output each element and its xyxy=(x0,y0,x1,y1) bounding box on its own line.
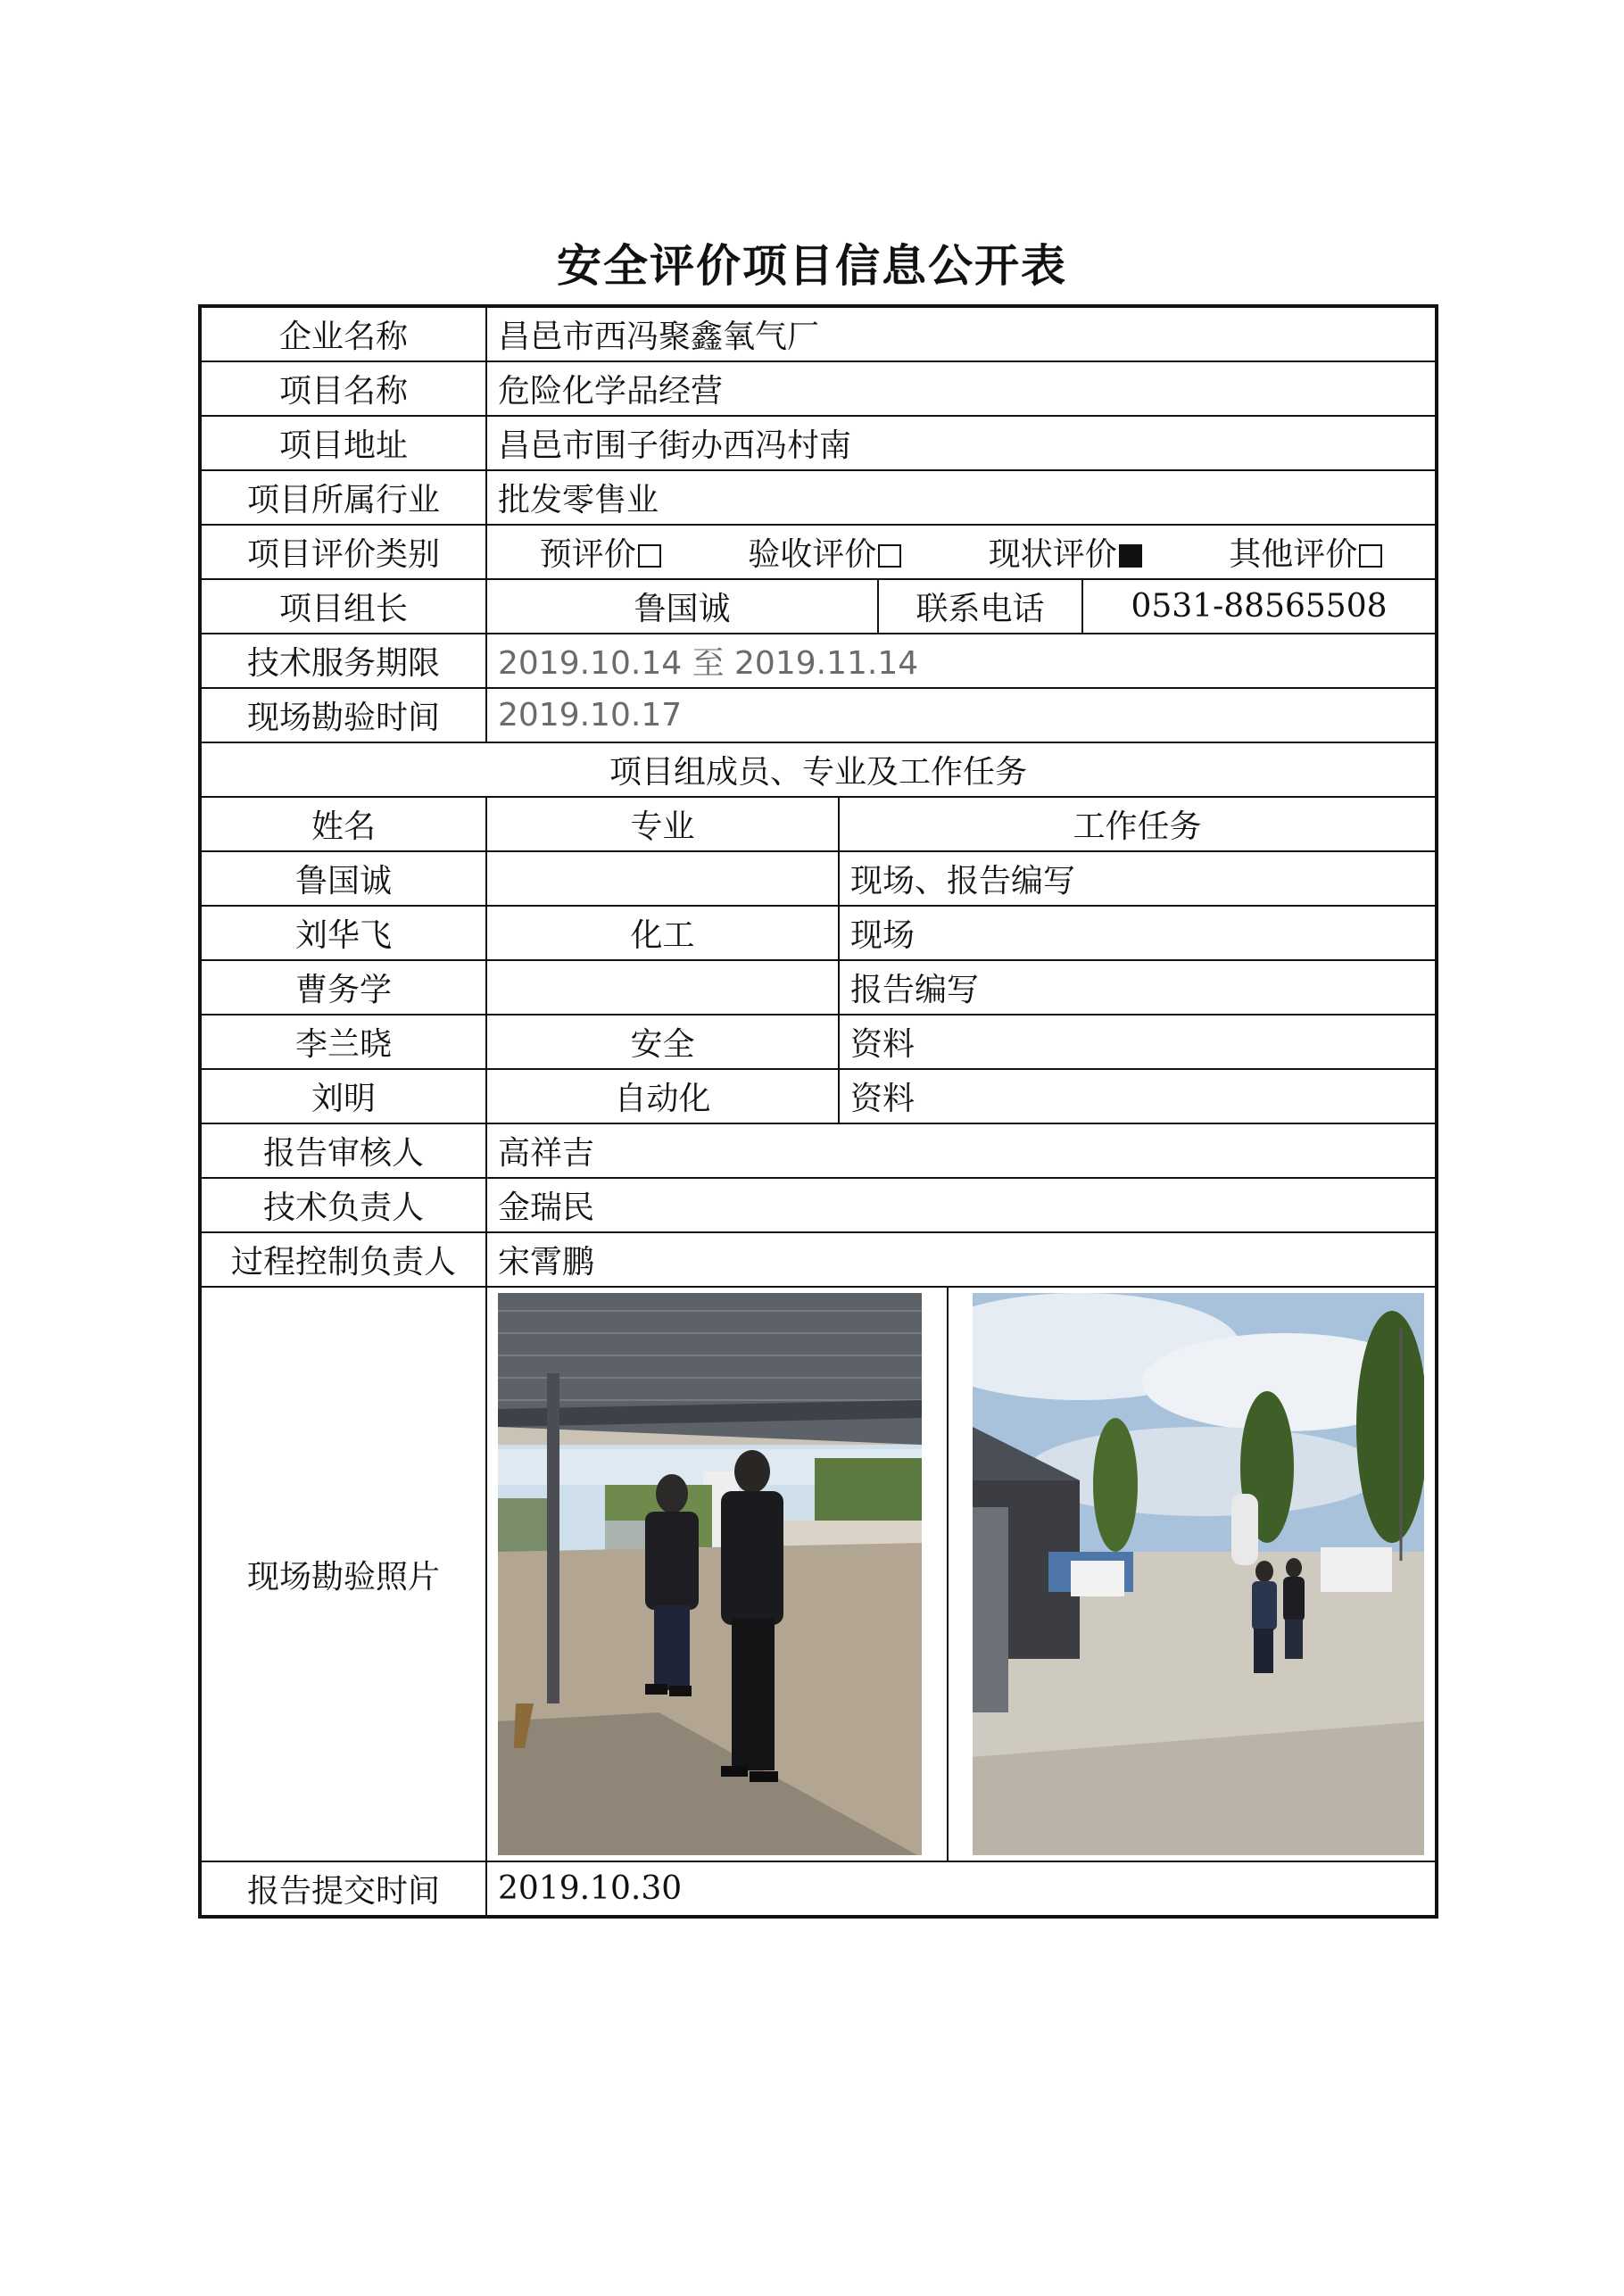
member-task: 报告编写 xyxy=(839,960,1437,1015)
row-eval-category xyxy=(200,525,1437,579)
survey-time-value: 2019.10.17 xyxy=(486,688,1437,742)
row-members-header xyxy=(200,797,1437,851)
company-label: 企业名称 xyxy=(200,306,486,361)
checkbox-icon xyxy=(878,544,901,568)
member-name: 曹务学 xyxy=(200,960,486,1015)
member-task: 现场、报告编写 xyxy=(839,851,1437,906)
member-task: 现场 xyxy=(839,906,1437,960)
process-control-label: 过程控制负责人 xyxy=(200,1232,486,1287)
member-major: 化工 xyxy=(486,906,839,960)
member-row xyxy=(200,1069,1437,1123)
info-table xyxy=(198,304,1438,1919)
service-period-value: 2019.10.14 至 2019.11.14 xyxy=(486,634,1437,688)
submit-time-label: 报告提交时间 xyxy=(200,1861,486,1917)
row-photos xyxy=(200,1287,1437,1861)
checkbox-checked-icon xyxy=(1119,544,1142,568)
page-title: 安全评价项目信息公开表 xyxy=(557,240,1067,292)
tech-lead-label: 技术负责人 xyxy=(200,1178,486,1232)
member-row xyxy=(200,906,1437,960)
members-section-title: 项目组成员、专业及工作任务 xyxy=(200,742,1437,797)
checkbox-icon xyxy=(638,544,661,568)
project-name-label: 项目名称 xyxy=(200,361,486,416)
phone-value: 0531-88565508 xyxy=(1082,579,1437,634)
option-acceptance-eval: 验收评价 xyxy=(748,529,901,575)
row-members-section xyxy=(200,742,1437,797)
members-header-task: 工作任务 xyxy=(839,797,1437,851)
process-control-value: 宋霄鹏 xyxy=(486,1232,1437,1287)
option-pre-eval: 预评价 xyxy=(540,529,661,575)
row-leader xyxy=(200,579,1437,634)
row-company xyxy=(200,306,1437,361)
submit-time-value: 2019.10.30 xyxy=(486,1861,1437,1917)
row-tech-lead xyxy=(200,1178,1437,1232)
member-task: 资料 xyxy=(839,1015,1437,1069)
row-industry xyxy=(200,470,1437,525)
member-row xyxy=(200,1015,1437,1069)
member-major: 自动化 xyxy=(486,1069,839,1123)
row-reviewer xyxy=(200,1123,1437,1178)
row-service-period xyxy=(200,634,1437,688)
member-name: 鲁国诚 xyxy=(200,851,486,906)
members-header-major: 专业 xyxy=(486,797,839,851)
row-project-name xyxy=(200,361,1437,416)
industry-value: 批发零售业 xyxy=(486,470,1437,525)
reviewer-value: 高祥吉 xyxy=(486,1123,1437,1178)
row-submit-time xyxy=(200,1861,1437,1917)
member-major xyxy=(486,851,839,906)
project-address-label: 项目地址 xyxy=(200,416,486,470)
photo-divider xyxy=(947,1288,949,1861)
reviewer-label: 报告审核人 xyxy=(200,1123,486,1178)
member-name: 刘华飞 xyxy=(200,906,486,960)
member-major: 安全 xyxy=(486,1015,839,1069)
option-status-eval: 现状评价 xyxy=(989,529,1142,575)
leader-label: 项目组长 xyxy=(200,579,486,634)
project-name-value: 危险化学品经营 xyxy=(486,361,1437,416)
industry-label: 项目所属行业 xyxy=(200,470,486,525)
photos-cell xyxy=(486,1287,1437,1861)
survey-time-label: 现场勘验时间 xyxy=(200,688,486,742)
member-row xyxy=(200,960,1437,1015)
option-other-eval: 其他评价 xyxy=(1229,529,1382,575)
company-value: 昌邑市西冯聚鑫氧气厂 xyxy=(486,306,1437,361)
site-photo-1 xyxy=(498,1293,922,1855)
service-period-label: 技术服务期限 xyxy=(200,634,486,688)
row-project-address xyxy=(200,416,1437,470)
member-row xyxy=(200,851,1437,906)
site-photo-2 xyxy=(973,1293,1424,1855)
site-photo-1-image xyxy=(498,1293,922,1855)
tech-lead-value: 金瑞民 xyxy=(486,1178,1437,1232)
member-name: 李兰晓 xyxy=(200,1015,486,1069)
members-header-name: 姓名 xyxy=(200,797,486,851)
photos-label: 现场勘验照片 xyxy=(200,1287,486,1861)
phone-label: 联系电话 xyxy=(878,579,1082,634)
row-survey-time xyxy=(200,688,1437,742)
member-major xyxy=(486,960,839,1015)
site-photo-2-image xyxy=(973,1293,1424,1855)
leader-value: 鲁国诚 xyxy=(486,579,878,634)
eval-category-label: 项目评价类别 xyxy=(200,525,486,579)
member-name: 刘明 xyxy=(200,1069,486,1123)
eval-category-options xyxy=(486,525,1437,579)
row-process-control xyxy=(200,1232,1437,1287)
checkbox-icon xyxy=(1359,544,1382,568)
project-address-value: 昌邑市围子街办西冯村南 xyxy=(486,416,1437,470)
member-task: 资料 xyxy=(839,1069,1437,1123)
